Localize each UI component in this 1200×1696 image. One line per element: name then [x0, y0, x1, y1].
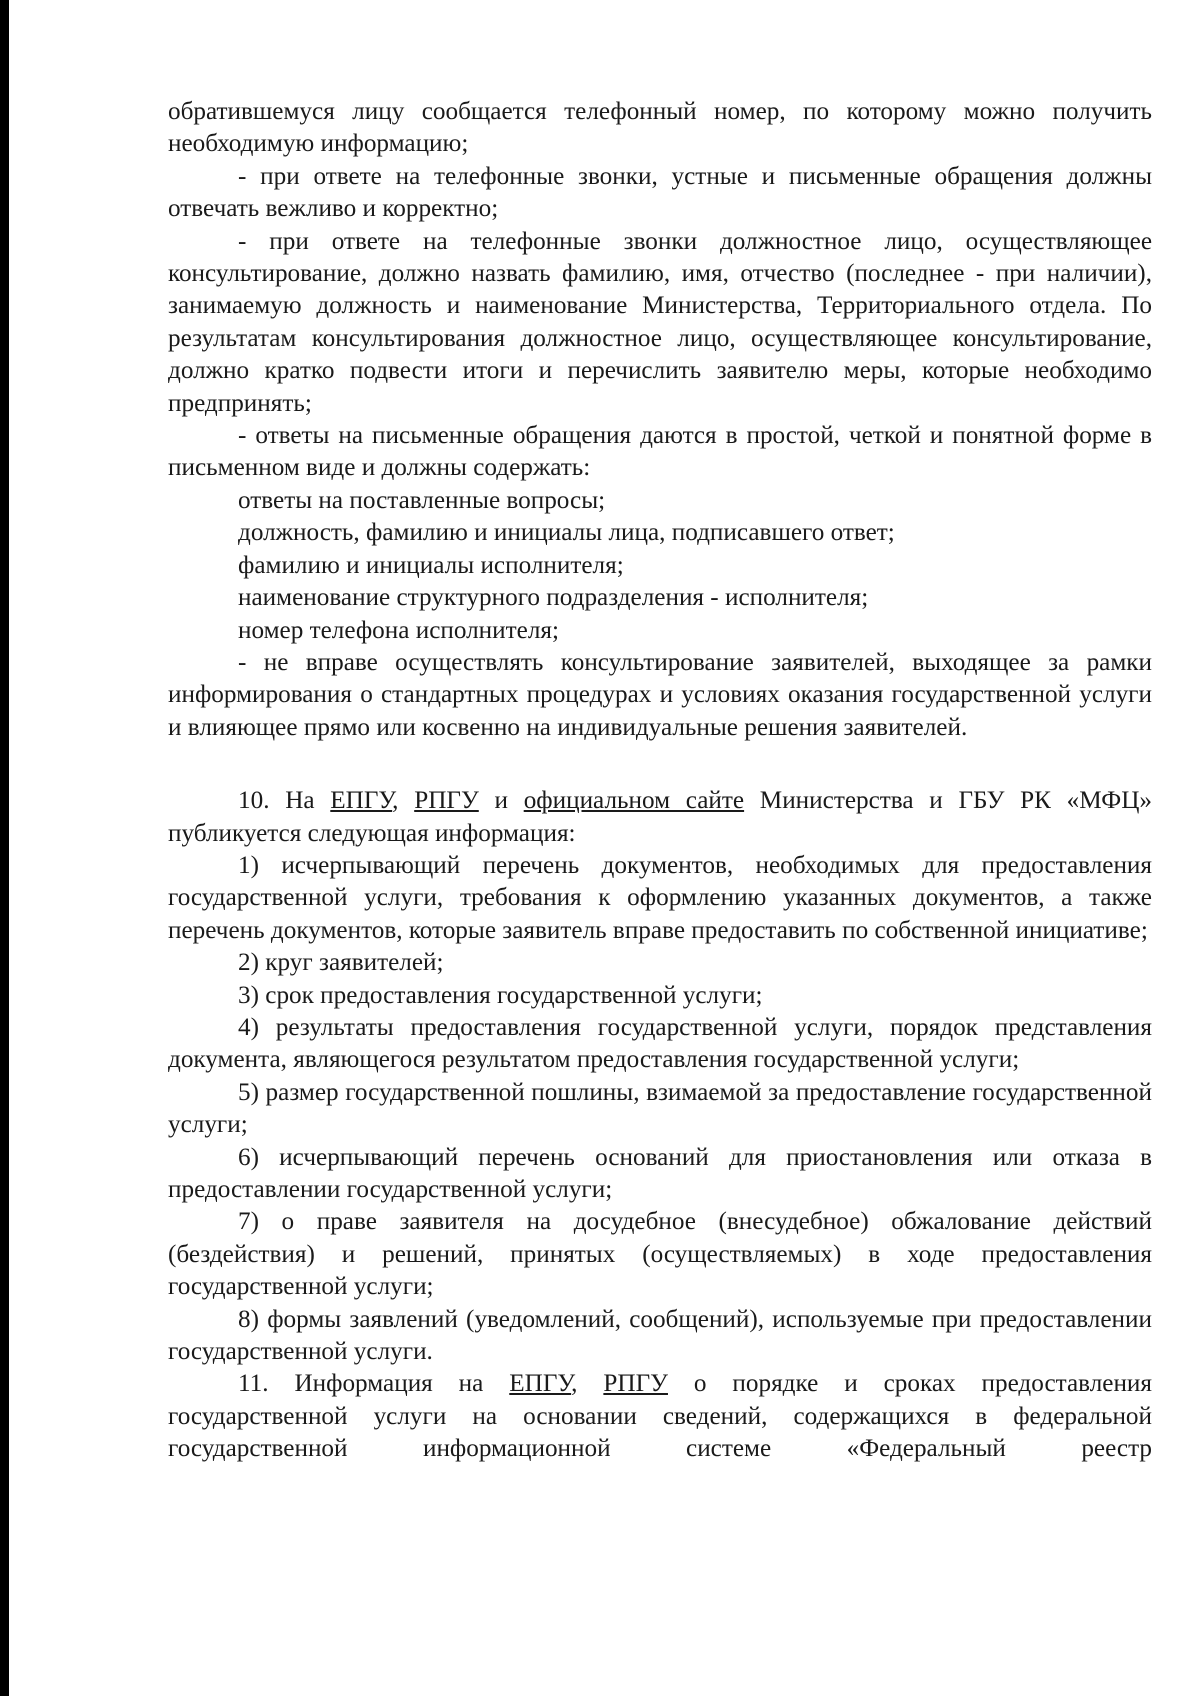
section-10-item-1: 1) исчерпывающий перечень документов, необходимых для предоставления государственной услуги, требования к оформлению указанных документов, а также перечень документов, которые заявитель вправе предоставить по собственной инициативе; [168, 851, 1152, 944]
separator-11: , [571, 1370, 604, 1398]
section-10-start: 10. На [238, 787, 331, 815]
list-item-answers: ответы на поставленные вопросы; [238, 486, 606, 514]
section-10-item-2: 2) круг заявителей; [238, 949, 444, 977]
section-11-start: 11. Информация на [238, 1370, 510, 1398]
link-epgu[interactable]: ЕПГУ [330, 787, 393, 815]
paragraph-written-answers: - ответы на письменные обращения даются в простой, четкой и понятной форме в письменном виде и должны содержать: [168, 422, 1152, 482]
list-item-department: наименование структурного подразделения - исполнителя; [238, 584, 869, 612]
section-11-rest: о порядке и сроках предоставления государственной услуги на основании сведений, содержащихся в федеральной государственной информационной системе «Федеральный реестр [168, 1370, 1152, 1463]
link-rpgu-11[interactable]: РПГУ [603, 1370, 668, 1398]
section-10-item-4: 4) результаты предоставления государственной услуги, порядок представления документа, являющегося результатом предоставления государственной услуги; [168, 1013, 1152, 1074]
section-10-item-5: 5) размер государственной пошлины, взимаемой за предоставление государственной услуги; [168, 1078, 1152, 1139]
paragraph-official-consulting: - при ответе на телефонные звонки должностное лицо, осуществляющее консультирование, должно назвать фамилию, имя, отчество (последнее - при наличии), занимаемую должность и наименование Министерства, Территориального отдела. По результатам консультирования должностное лицо, осуществляющее консультирование, должно кратко подвести итоги и перечислить заявителю меры, которые необходимо предпринять; [168, 227, 1152, 417]
document-page [168, 96, 1152, 1466]
conjunction: и [478, 787, 524, 815]
section-gap [168, 744, 1152, 785]
link-epgu-11[interactable]: ЕПГУ [509, 1370, 572, 1398]
list-item-executor-name: фамилию и инициалы исполнителя; [238, 551, 624, 579]
section-10-item-3: 3) срок предоставления государственной услуги; [238, 981, 763, 1009]
section-10-intro [168, 785, 1152, 850]
paragraph-phone-calls: - при ответе на телефонные звонки, устные и письменные обращения должны отвечать вежливо и корректно; [168, 162, 1152, 223]
list-item-position: должность, фамилию и инициалы лица, подписавшего ответ; [238, 519, 895, 547]
section-10-item-8: 8) формы заявлений (уведомлений, сообщений), используемые при предоставлении государственной услуги. [168, 1305, 1152, 1366]
section-10-rest: Министерства и ГБУ РК «МФЦ» публикуется следующая информация: [168, 787, 1152, 847]
scan-edge-border [0, 0, 9, 1696]
link-official-site[interactable]: официальном сайте [523, 787, 745, 815]
link-rpgu[interactable]: РПГУ [414, 787, 479, 815]
section-10-item-6: 6) исчерпывающий перечень оснований для приостановления или отказа в предоставлении государственной услуги; [168, 1143, 1152, 1203]
section-11-paragraph [168, 1368, 1152, 1465]
section-10-item-7: 7) о праве заявителя на досудебное (внесудебное) обжалование действий (бездействия) и решений, принятых (осуществляемых) в ходе предоставления государственной услуги; [168, 1208, 1152, 1301]
separator: , [392, 787, 415, 815]
paragraph-consulting-limits: - не вправе осуществлять консультирование заявителей, выходящее за рамки информирования о стандартных процедурах и условиях оказания государственной услуги и влияющее прямо или косвенно на индивидуальные решения заявителей. [168, 648, 1152, 741]
paragraph-continuation: обратившемуся лицу сообщается телефонный номер, по которому можно получить необходимую информацию; [168, 98, 1152, 158]
list-item-phone: номер телефона исполнителя; [238, 616, 559, 644]
